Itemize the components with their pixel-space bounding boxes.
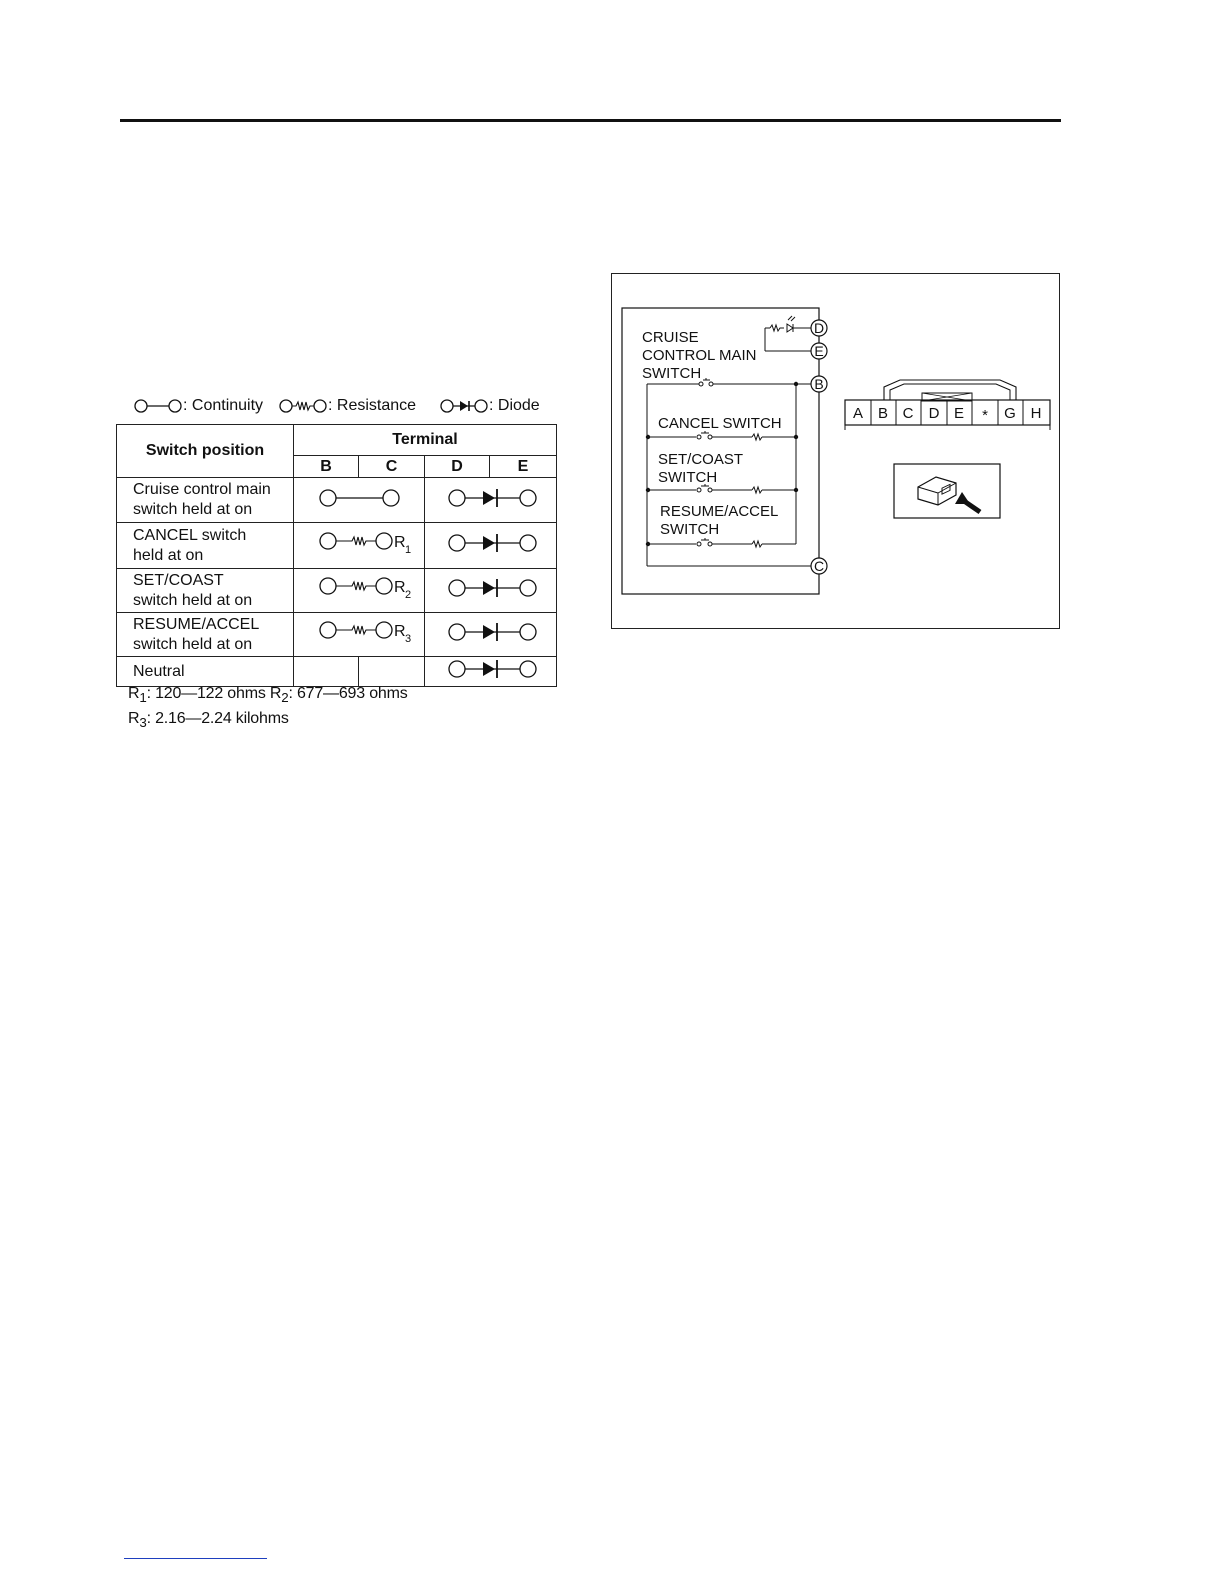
r-tag-letter: R [394, 579, 406, 596]
diode-symbol-icon [425, 485, 557, 511]
row-label [117, 657, 294, 687]
row-label [117, 523, 294, 569]
legend-continuity-label: : Continuity [183, 397, 264, 414]
terminal-c-header: C [359, 456, 425, 478]
connector-face [845, 380, 1050, 430]
bc-cell [294, 478, 425, 523]
resistance-symbol-icon [278, 398, 328, 414]
cancel-switch-contact [646, 431, 798, 440]
r3-subscript: 3 [139, 715, 147, 731]
resume-accel-switch-contact [646, 538, 796, 547]
r2-value: : 677—693 ohms [288, 685, 408, 702]
pin-label: E [953, 405, 965, 422]
svg-text:D: D [813, 320, 825, 336]
terminal-b-header: B [294, 456, 359, 478]
table-row [117, 569, 557, 613]
bc-cell [294, 569, 425, 613]
de-cell [425, 613, 557, 657]
pin-label: D [928, 405, 940, 422]
pin-label: * [982, 407, 988, 424]
pin-label: C [902, 405, 914, 422]
table-row [117, 478, 557, 523]
r-tag-subscript: 2 [405, 589, 412, 601]
r1-letter: R [128, 685, 140, 702]
top-rule [120, 119, 1061, 122]
diode-symbol-icon [425, 530, 557, 556]
table-row [117, 657, 557, 687]
r2-subscript: 2 [281, 690, 289, 706]
legend-diode-label: : Diode [489, 397, 540, 414]
row-label-line: switch held at on [133, 591, 253, 609]
switch-position-header: Switch position [117, 425, 294, 478]
b-cell [294, 657, 359, 687]
legend-continuity [133, 397, 263, 415]
row-label-line: SET/COAST [133, 571, 224, 589]
resume-accel-label-line: SWITCH [660, 521, 720, 538]
svg-text:E: E [814, 343, 824, 359]
row-label [117, 569, 294, 613]
terminal-header: Terminal [294, 425, 557, 456]
r1-subscript: 1 [139, 690, 147, 706]
pin-label: G [1004, 405, 1016, 422]
legend-resistance [278, 397, 416, 415]
note-line-2 [128, 708, 408, 733]
r-tag-letter: R [394, 623, 406, 640]
switch-continuity-table [116, 424, 557, 687]
table-row [117, 613, 557, 657]
r-tag-letter: R [394, 534, 406, 551]
terminal-e-marker [811, 343, 827, 359]
svg-text:C: C [813, 558, 825, 574]
diode-symbol-icon [439, 398, 489, 414]
circuit-diagram [612, 274, 1059, 628]
resistance-symbol-icon [294, 573, 425, 603]
svg-text:B: B [814, 376, 824, 392]
resistance-notes [128, 683, 408, 733]
main-switch-label-line: CONTROL MAIN [642, 347, 757, 364]
switch-wiring-diagram [611, 273, 1060, 629]
de-cell [425, 569, 557, 613]
bc-cell [294, 613, 425, 657]
r-tag-subscript: 3 [405, 633, 412, 645]
continuity-symbol-icon [294, 485, 425, 511]
r3-value: : 2.16—2.24 kilohms [146, 710, 289, 728]
connector-view-direction-icon [894, 464, 1000, 518]
bottom-link-underline [124, 1558, 267, 1559]
set-coast-label-line: SET/COAST [658, 451, 744, 468]
row-label [117, 478, 294, 523]
bc-cell [294, 523, 425, 569]
c-cell [359, 657, 425, 687]
de-cell [425, 523, 557, 569]
row-label-line: switch held at on [133, 501, 253, 518]
row-label-line: switch held at on [133, 635, 253, 653]
note-line-1 [128, 683, 408, 708]
row-label-line: RESUME/ACCEL [133, 615, 260, 633]
main-switch-label-line: SWITCH [642, 365, 702, 382]
r1-value: : 120—122 ohms [146, 685, 270, 702]
continuity-symbol-icon [133, 398, 183, 414]
cancel-switch-label: CANCEL SWITCH [658, 415, 782, 432]
terminal-e-header: E [490, 456, 557, 478]
main-switch-indicator-icon [765, 316, 812, 351]
row-label-line: Cruise control main [133, 481, 271, 498]
legend-diode [439, 397, 540, 415]
terminal-d-header: D [425, 456, 490, 478]
resistance-symbol-icon [294, 617, 425, 647]
diode-symbol-icon [425, 575, 557, 601]
r2-letter: R [269, 685, 282, 702]
legend-resistance-label: : Resistance [328, 397, 417, 414]
table-row [117, 523, 557, 569]
terminal-b-marker [811, 376, 827, 392]
symbol-legend [133, 397, 553, 419]
de-cell [425, 657, 557, 687]
row-label [117, 613, 294, 657]
terminal-d-marker [811, 320, 827, 336]
set-coast-label-line: SWITCH [658, 469, 718, 486]
pin-label: A [852, 405, 864, 422]
r-tag-subscript: 1 [405, 544, 412, 556]
resume-accel-label-line: RESUME/ACCEL [660, 503, 779, 520]
pin-label: B [877, 405, 889, 422]
row-label-line: held at on [133, 546, 204, 564]
diode-symbol-icon [425, 619, 557, 645]
pin-label: H [1030, 405, 1042, 422]
main-switch-label-line: CRUISE [642, 329, 699, 346]
row-label-line: CANCEL switch [133, 526, 247, 544]
row-label-line: Neutral [133, 662, 185, 680]
de-cell [425, 478, 557, 523]
terminal-c-marker [811, 558, 827, 574]
diode-symbol-icon [425, 657, 557, 681]
r3-letter: R [128, 710, 140, 728]
resistance-symbol-icon [294, 528, 425, 558]
